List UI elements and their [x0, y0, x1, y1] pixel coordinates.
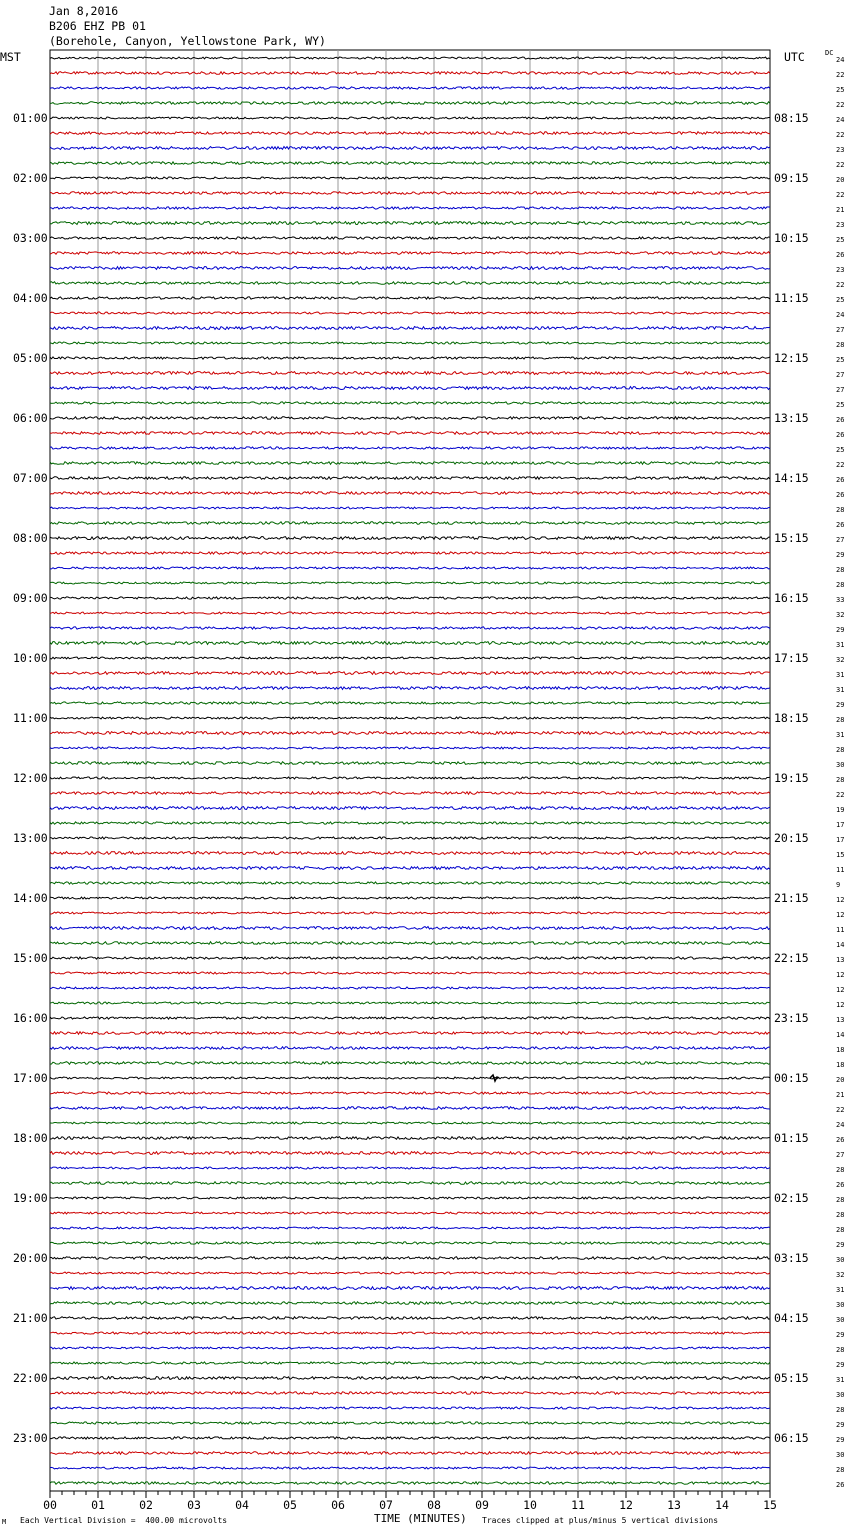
- trace-row-25: [50, 432, 770, 435]
- trace-row-69: [50, 1092, 770, 1094]
- dc-offset-label-45: 31: [836, 731, 845, 739]
- trace-row-20: [50, 357, 770, 359]
- dc-label: DC: [825, 49, 834, 57]
- trace-row-19: [50, 342, 770, 344]
- right-hour-label-2: 09:15: [774, 171, 809, 185]
- dc-offset-label-4: 24: [836, 116, 845, 124]
- dc-offset-label-94: 28: [836, 1466, 845, 1474]
- left-hour-label-8: 08:00: [13, 531, 48, 545]
- trace-row-45: [50, 732, 770, 735]
- trace-row-85: [50, 1332, 770, 1334]
- dc-offset-label-63: 12: [836, 1001, 845, 1009]
- trace-row-26: [50, 447, 770, 449]
- right-hour-label-9: 16:15: [774, 591, 809, 605]
- dc-offset-label-76: 28: [836, 1196, 845, 1204]
- dc-offset-label-84: 30: [836, 1316, 845, 1324]
- x-axis-title: TIME (MINUTES): [374, 1512, 467, 1525]
- dc-offset-label-46: 28: [836, 746, 845, 754]
- right-hour-label-19: 02:15: [774, 1191, 809, 1205]
- right-hour-label-13: 20:15: [774, 831, 809, 845]
- trace-row-46: [50, 747, 770, 749]
- dc-offset-label-74: 28: [836, 1166, 845, 1174]
- dc-offset-label-40: 32: [836, 656, 845, 664]
- trace-row-60: [50, 957, 770, 959]
- trace-row-7: [50, 162, 770, 165]
- trace-row-56: [50, 897, 770, 899]
- trace-row-17: [50, 312, 770, 314]
- left-hour-label-11: 11:00: [13, 711, 48, 725]
- trace-row-73: [50, 1152, 770, 1155]
- trace-row-5: [50, 132, 770, 135]
- trace-row-48: [50, 777, 770, 779]
- trace-row-38: [50, 627, 770, 629]
- x-tick-label-01: 01: [91, 1498, 105, 1512]
- trace-row-4: [50, 117, 770, 119]
- right-hour-label-12: 19:15: [774, 771, 809, 785]
- dc-offset-label-37: 32: [836, 611, 845, 619]
- footnote-vertical-division: Each Vertical Division = 400.00 microvolts: [20, 1516, 228, 1525]
- dc-offset-label-41: 31: [836, 671, 845, 679]
- trace-row-10: [50, 207, 770, 209]
- right-hour-label-10: 17:15: [774, 651, 809, 665]
- trace-row-61: [50, 972, 770, 974]
- trace-row-94: [50, 1467, 770, 1469]
- dc-offset-label-83: 30: [836, 1301, 845, 1309]
- dc-offset-label-78: 28: [836, 1226, 845, 1234]
- trace-row-22: [50, 387, 770, 390]
- dc-offset-label-92: 29: [836, 1436, 845, 1444]
- trace-row-2: [50, 87, 770, 89]
- dc-offset-label-1: 22: [836, 71, 845, 79]
- trace-row-21: [50, 372, 770, 375]
- right-timezone-label: UTC: [784, 50, 805, 64]
- trace-row-37: [50, 612, 770, 614]
- dc-offset-label-47: 30: [836, 761, 845, 769]
- dc-offset-label-5: 22: [836, 131, 845, 139]
- dc-offset-label-11: 23: [836, 221, 845, 229]
- trace-row-91: [50, 1422, 770, 1424]
- trace-row-11: [50, 222, 770, 225]
- right-hour-label-21: 04:15: [774, 1311, 809, 1325]
- x-tick-label-00: 00: [43, 1498, 57, 1512]
- left-hour-label-22: 22:00: [13, 1371, 48, 1385]
- dc-offset-label-8: 20: [836, 176, 845, 184]
- x-tick-label-14: 14: [715, 1498, 729, 1512]
- left-hour-label-1: 01:00: [13, 111, 48, 125]
- dc-offset-label-35: 28: [836, 581, 845, 589]
- trace-row-40: [50, 657, 770, 659]
- header-date: Jan 8,2016: [49, 4, 119, 18]
- right-hour-label-18: 01:15: [774, 1131, 809, 1145]
- trace-row-49: [50, 792, 770, 795]
- dc-offset-label-73: 27: [836, 1151, 845, 1159]
- dc-offset-label-53: 15: [836, 851, 845, 859]
- trace-row-35: [50, 582, 770, 584]
- trace-row-86: [50, 1347, 770, 1349]
- trace-row-58: [50, 927, 770, 930]
- trace-row-82: [50, 1287, 770, 1290]
- dc-offset-label-26: 25: [836, 446, 845, 454]
- dc-offset-label-3: 22: [836, 101, 845, 109]
- trace-row-57: [50, 912, 770, 914]
- dc-offset-label-42: 31: [836, 686, 845, 694]
- dc-offset-label-12: 25: [836, 236, 845, 244]
- left-hour-label-17: 17:00: [13, 1071, 48, 1085]
- trace-row-23: [50, 402, 770, 404]
- right-hour-label-7: 14:15: [774, 471, 809, 485]
- dc-offset-label-91: 29: [836, 1421, 845, 1429]
- left-hour-label-20: 20:00: [13, 1251, 48, 1265]
- dc-offset-label-6: 23: [836, 146, 845, 154]
- trace-row-66: [50, 1047, 770, 1050]
- left-hour-label-14: 14:00: [13, 891, 48, 905]
- x-tick-label-13: 13: [667, 1498, 681, 1512]
- dc-offset-label-56: 12: [836, 896, 845, 904]
- trace-row-0: [50, 57, 770, 59]
- right-hour-label-20: 03:15: [774, 1251, 809, 1265]
- dc-offset-label-58: 11: [836, 926, 845, 934]
- trace-row-72: [50, 1137, 770, 1140]
- x-tick-label-02: 02: [139, 1498, 153, 1512]
- trace-row-12: [50, 237, 770, 239]
- right-hour-label-22: 05:15: [774, 1371, 809, 1385]
- trace-row-36: [50, 597, 770, 599]
- left-hour-label-16: 16:00: [13, 1011, 48, 1025]
- trace-row-78: [50, 1227, 770, 1229]
- dc-offset-label-95: 26: [836, 1481, 845, 1489]
- dc-offset-label-66: 18: [836, 1046, 845, 1054]
- left-hour-label-21: 21:00: [13, 1311, 48, 1325]
- trace-row-62: [50, 987, 770, 989]
- dc-offset-label-68: 20: [836, 1076, 845, 1084]
- trace-row-42: [50, 687, 770, 690]
- x-tick-label-11: 11: [571, 1498, 585, 1512]
- dc-offset-label-54: 11: [836, 866, 845, 874]
- trace-row-75: [50, 1182, 770, 1185]
- trace-row-90: [50, 1407, 770, 1409]
- dc-offset-label-79: 29: [836, 1241, 845, 1249]
- footnote-clipping: Traces clipped at plus/minus 5 vertical divisions: [482, 1516, 719, 1525]
- left-hour-label-12: 12:00: [13, 771, 48, 785]
- dc-offset-label-51: 17: [836, 821, 845, 829]
- dc-offset-label-28: 26: [836, 476, 845, 484]
- dc-offset-label-49: 22: [836, 791, 845, 799]
- trace-row-80: [50, 1257, 770, 1260]
- dc-offset-label-10: 21: [836, 206, 845, 214]
- trace-row-43: [50, 702, 770, 704]
- trace-row-3: [50, 102, 770, 105]
- dc-offset-label-24: 26: [836, 416, 845, 424]
- dc-offset-label-39: 31: [836, 641, 845, 649]
- x-tick-label-06: 06: [331, 1498, 345, 1512]
- right-hour-label-11: 18:15: [774, 711, 809, 725]
- trace-row-64: [50, 1017, 770, 1019]
- trace-row-68: [50, 1077, 770, 1079]
- trace-row-65: [50, 1032, 770, 1035]
- dc-offset-label-14: 23: [836, 266, 845, 274]
- trace-row-63: [50, 1002, 770, 1004]
- dc-offset-label-90: 28: [836, 1406, 845, 1414]
- x-tick-label-05: 05: [283, 1498, 297, 1512]
- right-hour-label-23: 06:15: [774, 1431, 809, 1445]
- right-hour-label-17: 00:15: [774, 1071, 809, 1085]
- trace-row-32: [50, 537, 770, 540]
- trace-row-89: [50, 1392, 770, 1395]
- dc-offset-label-69: 21: [836, 1091, 845, 1099]
- dc-offset-label-93: 30: [836, 1451, 845, 1459]
- footnote-mark: M: [2, 1518, 7, 1526]
- trace-row-16: [50, 297, 770, 299]
- header-station: B206 EHZ PB 01: [49, 19, 146, 33]
- dc-offset-label-19: 28: [836, 341, 845, 349]
- trace-row-29: [50, 492, 770, 495]
- trace-row-52: [50, 837, 770, 839]
- left-hour-label-6: 06:00: [13, 411, 48, 425]
- x-tick-label-09: 09: [475, 1498, 489, 1512]
- dc-offset-label-64: 13: [836, 1016, 845, 1024]
- dc-offset-label-17: 24: [836, 311, 845, 319]
- x-tick-label-03: 03: [187, 1498, 201, 1512]
- trace-row-27: [50, 462, 770, 465]
- trace-row-39: [50, 642, 770, 645]
- trace-row-70: [50, 1107, 770, 1110]
- x-tick-label-15: 15: [763, 1498, 777, 1512]
- dc-offset-label-29: 26: [836, 491, 845, 499]
- right-hour-label-1: 08:15: [774, 111, 809, 125]
- right-hour-label-4: 11:15: [774, 291, 809, 305]
- trace-row-59: [50, 942, 770, 945]
- trace-row-51: [50, 822, 770, 824]
- dc-offset-label-72: 26: [836, 1136, 845, 1144]
- left-hour-label-15: 15:00: [13, 951, 48, 965]
- dc-offset-label-22: 27: [836, 386, 845, 394]
- dc-offset-label-13: 26: [836, 251, 845, 259]
- dc-offset-label-32: 27: [836, 536, 845, 544]
- trace-row-24: [50, 417, 770, 420]
- trace-row-71: [50, 1122, 770, 1124]
- left-hour-label-3: 03:00: [13, 231, 48, 245]
- x-tick-label-08: 08: [427, 1498, 441, 1512]
- dc-offset-label-33: 29: [836, 551, 845, 559]
- header-location: (Borehole, Canyon, Yellowstone Park, WY): [49, 34, 326, 48]
- dc-offset-label-87: 29: [836, 1361, 845, 1369]
- dc-offset-label-43: 29: [836, 701, 845, 709]
- trace-row-9: [50, 192, 770, 195]
- right-hour-label-5: 12:15: [774, 351, 809, 365]
- dc-offset-label-86: 28: [836, 1346, 845, 1354]
- trace-row-88: [50, 1377, 770, 1380]
- right-hour-label-6: 13:15: [774, 411, 809, 425]
- trace-row-50: [50, 807, 770, 810]
- trace-row-18: [50, 327, 770, 330]
- dc-offset-label-89: 30: [836, 1391, 845, 1399]
- dc-offset-label-75: 26: [836, 1181, 845, 1189]
- left-hour-label-4: 04:00: [13, 291, 48, 305]
- dc-offset-label-65: 14: [836, 1031, 845, 1039]
- trace-row-41: [50, 672, 770, 675]
- trace-row-15: [50, 282, 770, 285]
- trace-row-84: [50, 1317, 770, 1320]
- left-hour-label-10: 10:00: [13, 651, 48, 665]
- trace-row-95: [50, 1482, 770, 1485]
- dc-offset-label-36: 33: [836, 596, 845, 604]
- trace-row-87: [50, 1362, 770, 1364]
- trace-row-55: [50, 882, 770, 884]
- left-hour-label-19: 19:00: [13, 1191, 48, 1205]
- trace-row-76: [50, 1197, 770, 1199]
- trace-row-6: [50, 147, 770, 150]
- dc-offset-label-52: 17: [836, 836, 845, 844]
- dc-offset-label-81: 32: [836, 1271, 845, 1279]
- dc-offset-label-9: 22: [836, 191, 845, 199]
- trace-row-14: [50, 267, 770, 270]
- left-hour-label-7: 07:00: [13, 471, 48, 485]
- trace-row-67: [50, 1062, 770, 1065]
- dc-offset-label-18: 27: [836, 326, 845, 334]
- right-hour-label-14: 21:15: [774, 891, 809, 905]
- trace-row-93: [50, 1452, 770, 1455]
- dc-offset-label-38: 29: [836, 626, 845, 634]
- trace-row-74: [50, 1167, 770, 1169]
- trace-row-53: [50, 852, 770, 855]
- x-tick-label-12: 12: [619, 1498, 633, 1512]
- left-hour-label-5: 05:00: [13, 351, 48, 365]
- trace-row-92: [50, 1437, 770, 1439]
- trace-row-47: [50, 762, 770, 765]
- event-mark: [490, 1075, 499, 1081]
- dc-offset-label-77: 28: [836, 1211, 845, 1219]
- trace-row-28: [50, 477, 770, 480]
- dc-offset-label-20: 25: [836, 356, 845, 364]
- dc-offset-label-62: 12: [836, 986, 845, 994]
- dc-offset-label-60: 13: [836, 956, 845, 964]
- trace-row-81: [50, 1272, 770, 1274]
- dc-offset-label-16: 25: [836, 296, 845, 304]
- x-tick-label-04: 04: [235, 1498, 249, 1512]
- dc-offset-label-23: 25: [836, 401, 845, 409]
- dc-offset-label-44: 28: [836, 716, 845, 724]
- dc-offset-label-88: 31: [836, 1376, 845, 1384]
- dc-offset-label-85: 29: [836, 1331, 845, 1339]
- trace-row-83: [50, 1302, 770, 1305]
- left-hour-label-9: 09:00: [13, 591, 48, 605]
- dc-offset-label-55: 9: [836, 881, 841, 889]
- dc-offset-label-59: 14: [836, 941, 845, 949]
- dc-offset-label-61: 12: [836, 971, 845, 979]
- dc-offset-label-25: 26: [836, 431, 845, 439]
- right-hour-label-16: 23:15: [774, 1011, 809, 1025]
- dc-offset-label-30: 28: [836, 506, 845, 514]
- trace-row-1: [50, 72, 770, 75]
- dc-offset-label-70: 22: [836, 1106, 845, 1114]
- dc-offset-label-50: 19: [836, 806, 845, 814]
- right-hour-label-15: 22:15: [774, 951, 809, 965]
- left-hour-label-2: 02:00: [13, 171, 48, 185]
- x-tick-label-10: 10: [523, 1498, 537, 1512]
- trace-row-77: [50, 1212, 770, 1214]
- trace-row-30: [50, 507, 770, 509]
- dc-offset-label-7: 22: [836, 161, 845, 169]
- trace-row-31: [50, 522, 770, 525]
- dc-offset-label-57: 12: [836, 911, 845, 919]
- dc-offset-label-82: 31: [836, 1286, 845, 1294]
- left-hour-label-23: 23:00: [13, 1431, 48, 1445]
- trace-row-54: [50, 867, 770, 870]
- dc-offset-label-15: 22: [836, 281, 845, 289]
- trace-row-33: [50, 552, 770, 554]
- left-timezone-label: MST: [0, 50, 21, 64]
- left-hour-label-13: 13:00: [13, 831, 48, 845]
- dc-offset-label-21: 27: [836, 371, 845, 379]
- dc-offset-label-31: 26: [836, 521, 845, 529]
- dc-offset-label-0: 24: [836, 56, 845, 64]
- dc-offset-label-71: 24: [836, 1121, 845, 1129]
- right-hour-label-8: 15:15: [774, 531, 809, 545]
- dc-offset-label-48: 28: [836, 776, 845, 784]
- x-tick-label-07: 07: [379, 1498, 393, 1512]
- trace-row-44: [50, 717, 770, 719]
- dc-offset-label-2: 25: [836, 86, 845, 94]
- dc-offset-label-67: 18: [836, 1061, 845, 1069]
- trace-row-8: [50, 177, 770, 179]
- dc-offset-label-34: 28: [836, 566, 845, 574]
- dc-offset-label-80: 30: [836, 1256, 845, 1264]
- right-hour-label-3: 10:15: [774, 231, 809, 245]
- trace-row-34: [50, 567, 770, 569]
- trace-row-13: [50, 252, 770, 255]
- left-hour-label-18: 18:00: [13, 1131, 48, 1145]
- trace-row-79: [50, 1242, 770, 1244]
- dc-offset-label-27: 22: [836, 461, 845, 469]
